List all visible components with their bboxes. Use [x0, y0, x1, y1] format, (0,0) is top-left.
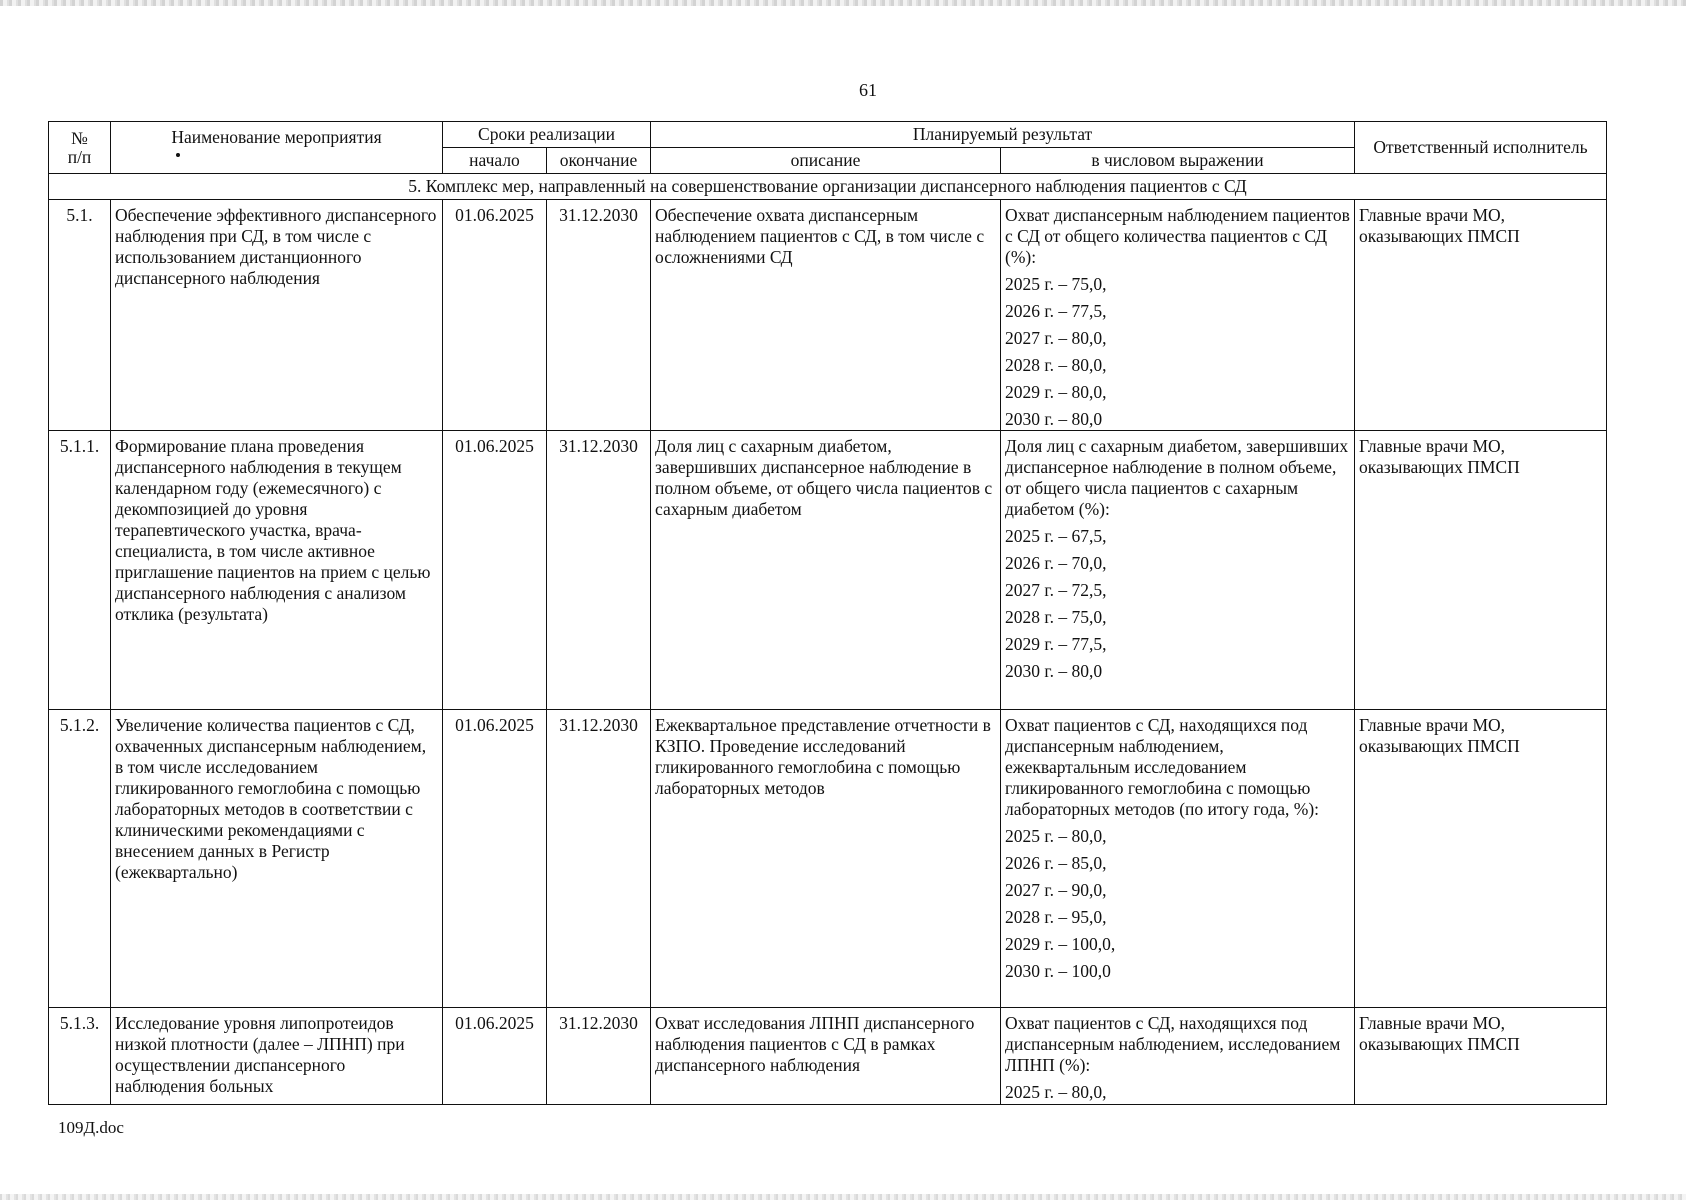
row-year-value: 2026 г. – 77,5, — [1005, 301, 1107, 321]
row-value-intro: Охват пациентов с СД, находящихся под диспансерным наблюдением, исследованием ЛПНП (%): — [1005, 1013, 1341, 1075]
row-year-value: 2030 г. – 80,0 — [1005, 661, 1103, 681]
row-responsible: Главные врачи МО, оказывающих ПМСП — [1355, 1008, 1607, 1105]
row-name: Обеспечение эффективного диспансерного наблюдения при СД, в том числе с использованием дистанционного диспансерного наблюдения — [111, 200, 443, 431]
row-year-value: 2030 г. – 100,0 — [1005, 961, 1111, 981]
row-year-value: 2026 г. – 85,0, — [1005, 853, 1107, 873]
row-year-value: 2025 г. – 80,0, — [1005, 1082, 1107, 1102]
header-end — [547, 148, 651, 174]
header-end-text: окончание — [559, 150, 638, 170]
table-row — [49, 200, 1607, 431]
row-year-value: 2025 г. – 75,0, — [1005, 274, 1107, 294]
row-numeric-result — [1001, 710, 1355, 1008]
row-year-value: 2029 г. – 77,5, — [1005, 634, 1107, 654]
row-num: 5.1.1. — [49, 431, 111, 710]
row-value-intro: Доля лиц с сахарным диабетом, завершивших диспансерное наблюдение в полном объеме, от общего числа пациентов с сахарным диабетом (%): — [1005, 436, 1349, 519]
row-description: Доля лиц с сахарным диабетом, завершивших диспансерное наблюдение в полном объеме, от общего числа пациентов с сахарным диабетом — [651, 431, 1001, 710]
row-end-date: 31.12.2030 — [547, 200, 651, 431]
header-terms-text: Сроки реализации — [478, 124, 615, 144]
row-end-date: 31.12.2030 — [547, 710, 651, 1008]
header-num — [49, 122, 111, 174]
row-name: Формирование плана проведения диспансерного наблюдения в текущем календарном году (ежемесячного) с декомпозицией до уровня терапевтического участка, врача-специалиста, в том числе активное приглашение пациентов на прием с целью диспансерного наблюдения с анализом отклика (результата) — [111, 431, 443, 710]
activities-table — [48, 121, 1607, 1105]
row-responsible: Главные врачи МО, оказывающих ПМСП — [1355, 200, 1607, 431]
scan-edge-top — [0, 0, 1686, 6]
row-start-date: 01.06.2025 — [443, 200, 547, 431]
header-result-text: Планируемый результат — [912, 124, 1093, 144]
row-responsible: Главные врачи МО, оказывающих ПМСП — [1355, 431, 1607, 710]
row-year-value: 2025 г. – 67,5, — [1005, 526, 1107, 546]
row-responsible: Главные врачи МО, оказывающих ПМСП — [1355, 710, 1607, 1008]
row-start-date: 01.06.2025 — [443, 710, 547, 1008]
table-row — [49, 1008, 1607, 1105]
page-number: 61 — [859, 80, 877, 100]
header-responsible — [1355, 122, 1607, 174]
header-responsible-text: Ответственный исполнитель — [1373, 137, 1588, 157]
header-result — [651, 122, 1355, 148]
row-start-date: 01.06.2025 — [443, 431, 547, 710]
row-num: 5.1.2. — [49, 710, 111, 1008]
section-title-text: 5. Комплекс мер, направленный на совершенствование организации диспансерного наблюдения пациентов с СД — [408, 176, 1247, 196]
table-row — [49, 710, 1607, 1008]
row-year-value: 2026 г. – 70,0, — [1005, 553, 1107, 573]
row-start-date: 01.06.2025 — [443, 1008, 547, 1105]
row-value-intro: Охват диспансерным наблюдением пациентов с СД от общего количества пациентов с СД (%): — [1005, 205, 1350, 267]
row-end-date: 31.12.2030 — [547, 431, 651, 710]
row-year-value: 2030 г. – 80,0 — [1005, 409, 1103, 429]
row-num: 5.1. — [49, 200, 111, 431]
row-year-value: 2027 г. – 72,5, — [1005, 580, 1107, 600]
footer-filename: 109Д.doc — [58, 1118, 124, 1137]
row-year-value: 2027 г. – 80,0, — [1005, 328, 1107, 348]
row-description: Ежеквартальное представление отчетности в КЗПО. Проведение исследований гликированного гемоглобина с помощью лабораторных методов — [651, 710, 1001, 1008]
row-num: 5.1.3. — [49, 1008, 111, 1105]
row-year-value: 2027 г. – 90,0, — [1005, 880, 1107, 900]
row-numeric-result — [1001, 200, 1355, 431]
header-name-text: Наименование мероприятия — [171, 127, 382, 147]
header-start — [443, 148, 547, 174]
header-start-text: начало — [469, 150, 520, 170]
row-year-value: 2025 г. – 80,0, — [1005, 826, 1107, 846]
section-title — [49, 174, 1607, 200]
row-description: Охват исследования ЛПНП диспансерного наблюдения пациентов с СД в рамках диспансерного наблюдения — [651, 1008, 1001, 1105]
row-numeric-result — [1001, 431, 1355, 710]
row-year-value: 2029 г. – 80,0, — [1005, 382, 1107, 402]
row-year-value: 2028 г. – 75,0, — [1005, 607, 1107, 627]
header-numeric — [1001, 148, 1355, 174]
table-row — [49, 431, 1607, 710]
stray-dot-mark — [176, 153, 180, 157]
row-value-intro: Охват пациентов с СД, находящихся под диспансерным наблюдением, ежеквартальным исследованием гликированного гемоглобина с помощью лабораторных методов (по итогу года, %): — [1005, 715, 1320, 819]
header-name — [111, 122, 443, 174]
header-numeric-text: в числовом выражении — [1091, 150, 1264, 170]
row-name: Исследование уровня липопротеидов низкой плотности (далее – ЛПНП) при осуществлении диспансерного наблюдения больных — [111, 1008, 443, 1105]
row-year-value: 2028 г. – 95,0, — [1005, 907, 1107, 927]
scan-edge-bottom — [0, 1194, 1686, 1200]
row-year-value: 2028 г. – 80,0, — [1005, 355, 1107, 375]
row-end-date: 31.12.2030 — [547, 1008, 651, 1105]
row-description: Обеспечение охвата диспансерным наблюдением пациентов с СД, в том числе с осложнениями СД — [651, 200, 1001, 431]
row-numeric-result — [1001, 1008, 1355, 1105]
header-terms — [443, 122, 651, 148]
header-num-text: № п/п — [67, 127, 92, 167]
header-desc-text: описание — [790, 150, 861, 170]
row-year-value: 2029 г. – 100,0, — [1005, 934, 1116, 954]
header-desc — [651, 148, 1001, 174]
row-name: Увеличение количества пациентов с СД, охваченных диспансерным наблюдением, в том числе исследованием гликированного гемоглобина с помощью лабораторных методов в соответствии с клиническими рекомендациями с внесением данных в Регистр (ежеквартально) — [111, 710, 443, 1008]
